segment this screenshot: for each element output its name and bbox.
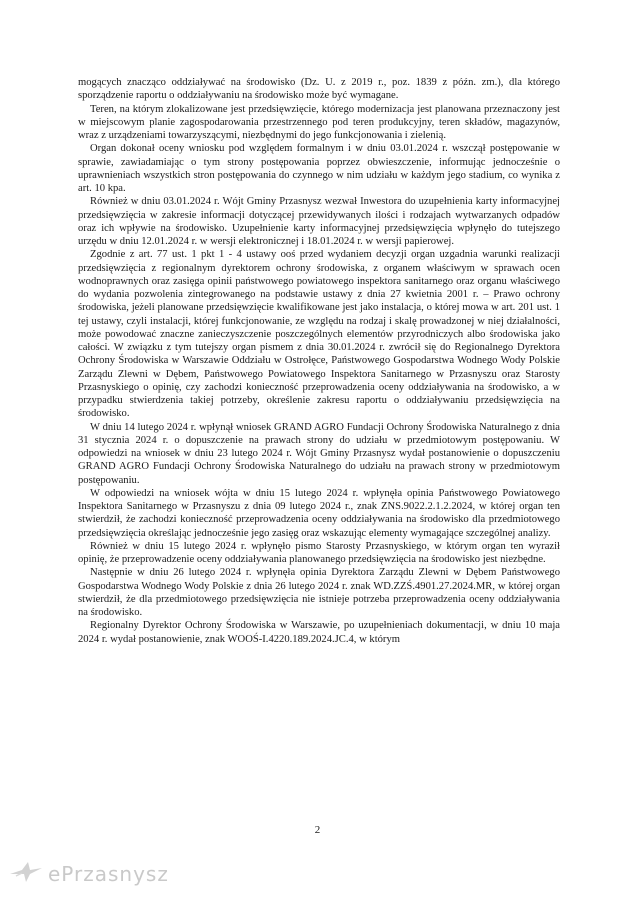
paragraph-grand-agro: W dniu 14 lutego 2024 r. wpłynął wniosek GRAND AGRO Fundacji Ochrony Środowiska Naturalnego z dnia 31 stycznia 2024 r. o dopuszczenie na prawach strony do udziału w przedmiotowym postępowaniu. W odpowiedzi na wniosek w dniu 23 lutego 2024 r. Wójt Gminy Przasnysz wydał postanowienie o dopuszczeniu GRAND AGRO Fundacji Ochrony Środowiska Naturalnego do udziału na prawach strony w przedmiotowym postępowaniu.: [78, 421, 560, 486]
watermark: [8, 852, 208, 892]
paragraph-site-zoning: Teren, na którym zlokalizowane jest przedsięwzięcie, którego modernizacja jest planowana przeznaczony jest w miejscowym planie zagospodarowania przestrzennego pod teren produkcyjny, teren składów, magazynów, wraz z urządzeniami towarzyszącymi, niezbędnymi do jego funkcjonowania i zielenią.: [78, 103, 560, 141]
paragraph-continuation: mogących znacząco oddziaływać na środowisko (Dz. U. z 2019 r., poz. 1839 z późn. zm.), dla którego sporządzenie raportu o oddziaływaniu na środowisko może być wymagane.: [78, 77, 560, 102]
paragraph-starost-opinion: Również w dniu 15 lutego 2024 r. wpłynęło pismo Starosty Przasnyskiego, w którym organ ten wyraził opinię, że przeprowadzenie oceny oddziaływania planowanego przedsięwzięcia na środowisko jest niezbędne.: [78, 540, 560, 565]
bird-logo-icon: [8, 858, 44, 889]
page-number: 2: [314, 824, 321, 836]
paragraph-water-authority-opinion: Następnie w dniu 26 lutego 2024 r. wpłynęła opinia Dyrektora Zarządu Zlewni w Dębem Państwowego Gospodarstwa Wodnego Wody Polskie z dnia 26 lutego 2024 r. znak WD.ZZŚ.4901.27.2024.MR, w której organ stwierdził, że dla przedmiotowego przedsięwzięcia nie istnieje potrzeba przeprowadzenia oceny oddziaływania na środowisko.: [78, 567, 560, 618]
paragraph-legal-basis: Zgodnie z art. 77 ust. 1 pkt 1 - 4 ustawy ooś przed wydaniem decyzji organ uzgadnia warunki realizacji przedsięwzięcia z regionalnym dyrektorem ochrony środowiska, z organem właściwym w sprawach ocen wodnoprawnych oraz zasięga opinii państwowego powiatowego inspektora sanitarnego oraz organu właściwego do wydania pozwolenia zintegrowanego na podstawie ustawy z dnia 27 kwietnia 2001 r. – Prawo ochrony środowiska, jeżeli planowane przedsięwzięcie kwalifikowane jest jako instalacja, o której mowa w art. 201 ust. 1 tej ustawy, czyli instalacji, której funkcjonowanie, ze względu na rodzaj i skalę prowadzonej w niej działalności, może powodować znaczne zanieczyszczenie poszczególnych elementów przyrodniczych albo środowiska jako całości. W związku z tym tutejszy organ pismem z dnia 30.01.2024 r. zwrócił się do Regionalnego Dyrektora Ochrony Środowiska w Warszawie Oddziału w Ostrołęce, Państwowego Gospodarstwa Wodnego Wody Polskie Zarządu Zlewni w Dębem, Państwowego Powiatowego Inspektora Sanitarnego w Przasnyszu oraz Starosty Przasnyskiego o opinię, czy zachodzi konieczność przeprowadzenia oceny oddziaływania na środowisko, a w przypadku stwierdzenia takiej potrzeby, określenie zakresu raportu o oddziaływaniu przedsięwzięcia na środowisko.: [78, 249, 560, 420]
document-body: [78, 76, 560, 646]
paragraph-rdos-decision: Regionalny Dyrektor Ochrony Środowiska w Warszawie, po uzupełnieniach dokumentacji, w dniu 10 maja 2024 r. wydał postanowienie, znak WOOŚ-I.4220.189.2024.JC.4, w którym: [78, 620, 560, 645]
watermark-text: ePrzasnysz: [48, 862, 169, 886]
paragraph-request-supplement: Również w dniu 03.01.2024 r. Wójt Gminy Przasnysz wezwał Inwestora do uzupełnienia karty informacyjnej przedsięwzięcia w zakresie informacji dotyczącej przewidywanych ilości i rodzajach wytwarzanych odpadów oraz ich wpływie na środowisko. Uzupełnienie karty informacyjnej przedsięwzięcia wpłynęło do tutejszego urzędu w dniu 12.01.2024 r. w wersji elektronicznej i 18.01.2024 r. w wersji papierowej.: [78, 196, 560, 247]
paragraph-sanitary-opinion: W odpowiedzi na wniosek wójta w dniu 15 lutego 2024 r. wpłynęła opinia Państwowego Powiatowego Inspektora Sanitarnego w Przasnyszu z dnia 09 lutego 2024 r., znak ZNS.9022.2.1.2.2024, w której organ ten stwierdził, że zachodzi konieczność przeprowadzenia oceny oddziaływania na środowisko dla przedmiotowego przedsięwzięcia określając jednocześnie jego zasięg oraz wskazując elementy wymagające szczególnej analizy.: [78, 487, 560, 539]
paragraph-proceedings-initiated: Organ dokonał oceny wniosku pod względem formalnym i w dniu 03.01.2024 r. wszczął postępowanie w sprawie, zawiadamiając o tym strony postępowania poprzez obwieszczenie, informując jednocześnie o uprawnieniach wszystkich stron postępowania do czynnego w nim udziału w każdym jego stadium, co wynika z art. 10 kpa.: [78, 143, 560, 194]
